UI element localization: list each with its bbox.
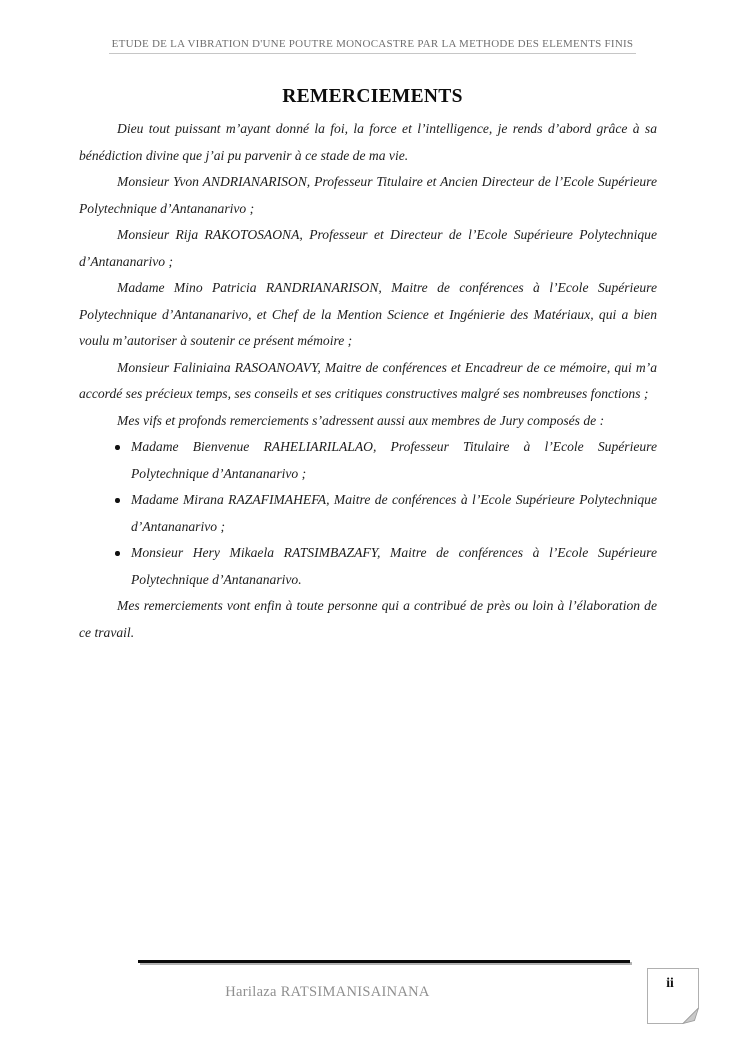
page-title: REMERCIEMENTS (282, 86, 463, 107)
bullet-icon (115, 498, 120, 503)
page-number: ii (666, 975, 674, 990)
page-header (0, 34, 745, 54)
running-title: ETUDE DE LA VIBRATION D'UNE POUTRE MONOCASTRE PAR LA METHODE DES ELEMENTS FINIS (109, 38, 637, 54)
paragraph: Mes vifs et profonds remerciements s’adressent aussi aux membres de Jury composés de : (117, 412, 605, 428)
paragraph: Monsieur Yvon ANDRIANARISON, Professeur Titulaire et Ancien Directeur de l’Ecole Supérieure Polytechnique d’Antananarivo ; (79, 174, 657, 216)
paragraph: Madame Mino Patricia RANDRIANARISON, Maitre de conférences à l’Ecole Supérieure Polytechnique d’Antananarivo, et Chef de la Mention Science et Ingénierie des Matériaux, qui a bien voulu m’autoriser à soutenir ce présent mémoire ; (79, 280, 657, 348)
jury-list (79, 434, 657, 593)
page-number-box (647, 968, 699, 1024)
paragraph: Monsieur Rija RAKOTOSAONA, Professeur et Directeur de l’Ecole Supérieure Polytechnique d’Antananarivo ; (79, 227, 657, 269)
bullet-icon (115, 551, 120, 556)
list-item-text: Madame Bienvenue RAHELIARILALAO, Professeur Titulaire à l’Ecole Supérieure Polytechnique d’Antananarivo ; (131, 439, 657, 481)
list-item-text: Monsieur Hery Mikaela RATSIMBAZAFY, Maitre de conférences à l’Ecole Supérieure Polytechnique d’Antananarivo. (131, 545, 657, 587)
paragraph: Monsieur Faliniaina RASOANOAVY, Maitre de conférences et Encadreur de ce mémoire, qui m’a accordé ses précieux temps, ses conseils et ses critiques constructives malgré ses nombreuses fonctions ; (79, 359, 657, 401)
paragraph: Dieu tout puissant m’ayant donné la foi, la force et l’intelligence, je rends d’abord grâce à sa bénédiction divine que j’ai pu parvenir à ce stade de ma vie. (79, 121, 657, 163)
paragraph: Mes remerciements vont enfin à toute personne qui a contribué de près ou loin à l’élaboration de ce travail. (79, 598, 657, 640)
document-body (79, 116, 657, 646)
list-item (131, 540, 657, 593)
footer-divider (138, 960, 630, 963)
list-item (131, 487, 657, 540)
list-item-text: Madame Mirana RAZAFIMAHEFA, Maitre de conférences à l’Ecole Supérieure Polytechnique d’Antananarivo ; (131, 492, 657, 534)
bullet-icon (115, 445, 120, 450)
list-item (131, 434, 657, 487)
footer-author: Harilaza RATSIMANISAINANA (225, 984, 430, 1000)
